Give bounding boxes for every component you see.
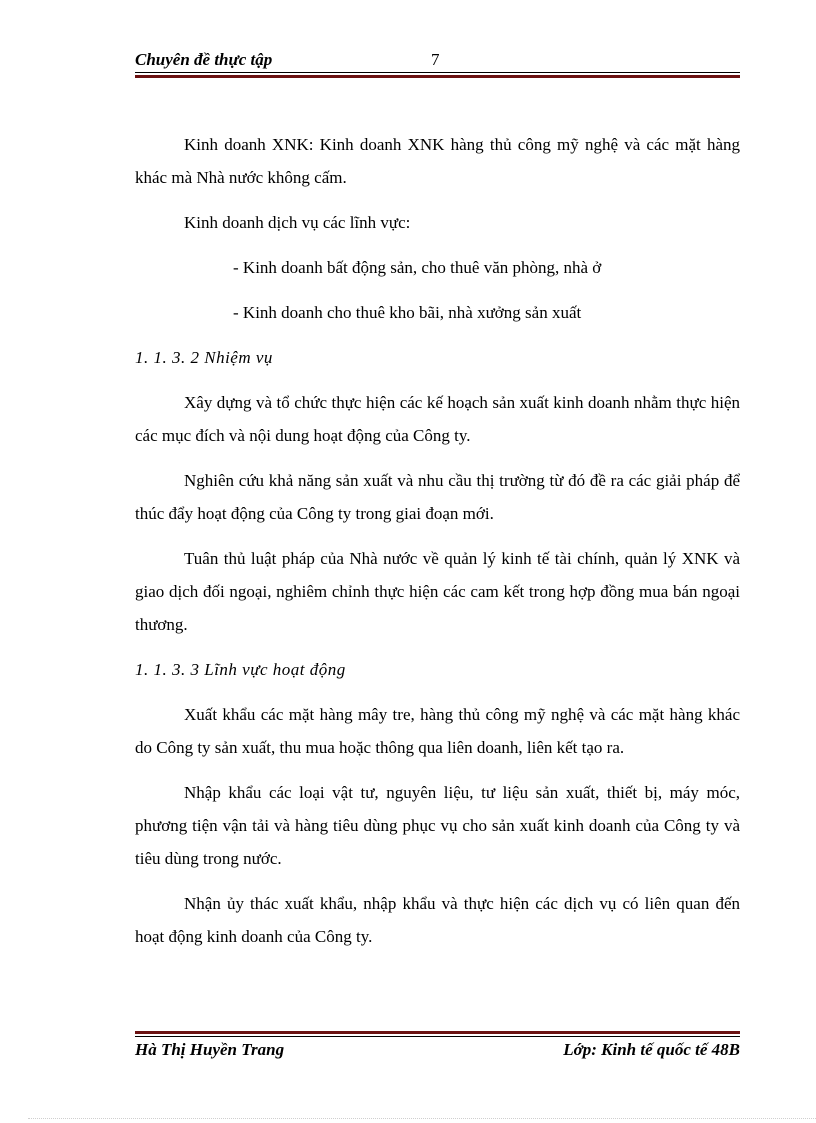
footer-rule-thin [135, 1036, 740, 1037]
paragraph-1: Kinh doanh XNK: Kinh doanh XNK hàng thủ công mỹ nghệ và các mặt hàng khác mà Nhà nước không cấm. [135, 135, 740, 187]
paragraph-7: Nhập khẩu các loại vật tư, nguyên liệu, tư liệu sản xuất, thiết bị, máy móc, phương tiện vận tải và hàng tiêu dùng phục vụ cho sản xuất kinh doanh của Công ty và tiêu dùng trong nước. [135, 783, 740, 868]
footer-class: Lớp: Kinh tế quốc tế 48B [563, 1040, 740, 1059]
paragraph-8: Nhận ủy thác xuất khẩu, nhập khẩu và thực hiện các dịch vụ có liên quan đến hoạt động kinh doanh của Công ty. [135, 894, 740, 946]
bullet-item-1: - Kinh doanh bất động sản, cho thuê văn phòng, nhà ở [233, 258, 602, 277]
page-number: 7 [431, 50, 440, 69]
section-heading-nhiem-vu: 1. 1. 3. 2 Nhiệm vụ [135, 348, 273, 367]
header-rule-thick [135, 75, 740, 78]
paragraph-3: Xây dựng và tổ chức thực hiện các kế hoạch sản xuất kinh doanh nhằm thực hiện các mục đích và nội dung hoạt động của Công ty. [135, 393, 740, 445]
footer-rule-thick [135, 1031, 740, 1034]
page-footer [135, 1040, 740, 1064]
paragraph-6: Xuất khẩu các mặt hàng mây tre, hàng thủ công mỹ nghệ và các mặt hàng khác do Công ty sản xuất, thu mua hoặc thông qua liên doanh, liên kết tạo ra. [135, 705, 740, 757]
header-title: Chuyên đề thực tập [135, 50, 273, 69]
bullet-item-2: - Kinh doanh cho thuê kho bãi, nhà xưởng sản xuất [233, 303, 582, 322]
paragraph-4: Nghiên cứu khả năng sản xuất và nhu cầu thị trường từ đó đề ra các giải pháp để thúc đẩy hoạt động của Công ty trong giai đoạn mới. [135, 471, 740, 523]
section-heading-linh-vuc: 1. 1. 3. 3 Lĩnh vực hoạt động [135, 660, 346, 679]
paragraph-5: Tuân thủ luật pháp của Nhà nước về quản lý kinh tế tài chính, quản lý XNK và giao dịch đối ngoại, nghiêm chỉnh thực hiện các cam kết trong hợp đồng mua bán ngoại thương. [135, 549, 740, 634]
body-text [135, 128, 740, 953]
header-rule-thin [135, 72, 740, 73]
paragraph-2: Kinh doanh dịch vụ các lĩnh vực: [184, 213, 411, 232]
page-edge-divider [28, 1118, 816, 1119]
footer-author: Hà Thị Huyền Trang [135, 1040, 285, 1059]
page-header [135, 48, 740, 72]
